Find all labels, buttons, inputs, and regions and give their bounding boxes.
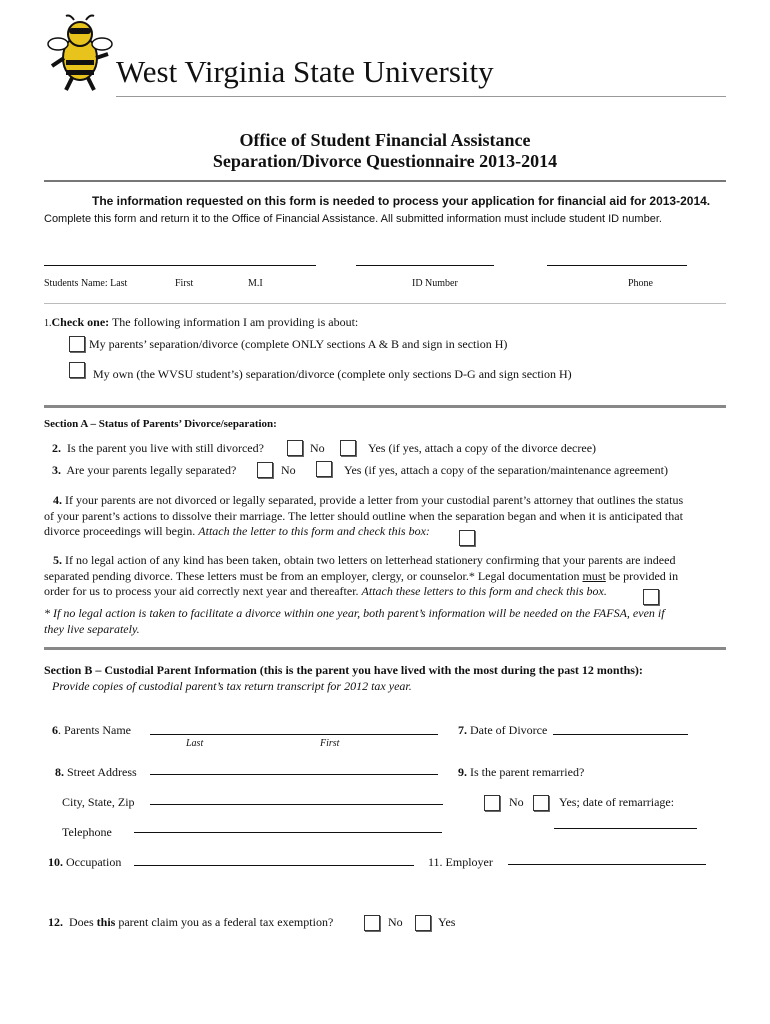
section-a-rule bbox=[44, 405, 726, 408]
q1-option-own-checkbox[interactable] bbox=[69, 362, 85, 378]
q2-yes-label: Yes (if yes, attach a copy of the divorce decree) bbox=[368, 441, 597, 455]
q3-no-checkbox[interactable] bbox=[257, 462, 273, 478]
q6-label: 6. Parents Name bbox=[52, 723, 131, 737]
remarriage-date-field[interactable] bbox=[554, 828, 697, 829]
tax-exemption-yes-label: Yes bbox=[438, 915, 456, 929]
q3-yes-label: Yes (if yes, attach a copy of the separation/maintenance agreement) bbox=[344, 463, 668, 477]
remarried-no-label: No bbox=[509, 795, 524, 809]
employer-field[interactable] bbox=[508, 864, 706, 865]
student-rule bbox=[44, 303, 726, 304]
section-a-note: * If no legal action is taken to facilitate a divorce within one year, both parent’s information will be needed on the FAFSA, even if they live separately. bbox=[44, 606, 665, 636]
intro-line-1: The information requested on this form is needed to process your application for financial aid for 2013-2014. bbox=[92, 194, 711, 208]
street-address-field[interactable] bbox=[150, 774, 438, 775]
student-phone-label: Phone bbox=[628, 278, 653, 289]
title-rule bbox=[44, 180, 726, 182]
q11-label: 11. Employer bbox=[428, 855, 493, 869]
city-state-zip-field[interactable] bbox=[150, 804, 443, 805]
parent-first-label: First bbox=[320, 738, 340, 749]
university-logo bbox=[44, 14, 116, 92]
q2-no-label: No bbox=[310, 441, 325, 455]
q1-option-own-label: My own (the WVSU student’s) separation/divorce (complete only sections D-G and sign section H) bbox=[93, 367, 572, 381]
q4-paragraph: 4. If your parents are not divorced or legally separated, provide a letter from your custodial parent’s attorney that outlines the status of your parent’s actions to dissolve their marriage. The letter should outline when the separation began and when it is anticipated that divorce proceedings will begin. Attach the letter to this form and check this box: bbox=[44, 493, 684, 538]
tax-exemption-no-checkbox[interactable] bbox=[364, 915, 380, 931]
office-title: Office of Student Financial Assistance bbox=[239, 130, 531, 150]
intro-line-2: Complete this form and return it to the Office of Financial Assistance. All submitted information must include student ID number. bbox=[44, 213, 662, 225]
q4-checkbox[interactable] bbox=[459, 530, 475, 546]
parent-name-field[interactable] bbox=[150, 734, 438, 735]
q1-label: Check one: bbox=[51, 315, 110, 329]
q1-option-parents-checkbox[interactable] bbox=[69, 336, 85, 352]
q8-label: 8. Street Address bbox=[55, 765, 137, 779]
student-name-field[interactable] bbox=[44, 265, 316, 266]
q2-yes-checkbox[interactable] bbox=[340, 440, 356, 456]
student-mi-label: M.I bbox=[248, 278, 263, 289]
q1-row bbox=[44, 315, 358, 330]
header-rule bbox=[116, 96, 726, 97]
q1-number: 1. bbox=[44, 318, 52, 329]
q12-text: 12. Does this parent claim you as a federal tax exemption? bbox=[48, 915, 334, 929]
q2-text: 2. Is the parent you live with still divorced? bbox=[52, 441, 264, 455]
q1-option-parents-label: My parents’ separation/divorce (complete ONLY sections A & B and sign in section H) bbox=[89, 337, 508, 351]
telephone-field[interactable] bbox=[134, 832, 442, 833]
section-a-title: Section A – Status of Parents’ Divorce/separation: bbox=[44, 418, 277, 430]
q9-label: 9. Is the parent remarried? bbox=[458, 765, 585, 779]
occupation-field[interactable] bbox=[134, 865, 414, 866]
section-b-rule bbox=[44, 647, 726, 650]
tax-exemption-no-label: No bbox=[388, 915, 403, 929]
student-id-field[interactable] bbox=[356, 265, 494, 266]
parent-last-label: Last bbox=[186, 738, 204, 749]
q10-label: 10. Occupation bbox=[48, 855, 122, 869]
form-title: Separation/Divorce Questionnaire 2013-2014 bbox=[212, 151, 558, 171]
divorce-date-field[interactable] bbox=[553, 734, 688, 735]
student-phone-field[interactable] bbox=[547, 265, 687, 266]
remarried-yes-label: Yes; date of remarriage: bbox=[559, 795, 675, 809]
q2-no-checkbox[interactable] bbox=[287, 440, 303, 456]
remarried-no-checkbox[interactable] bbox=[484, 795, 500, 811]
telephone-label: Telephone bbox=[62, 825, 112, 839]
student-first-label: First bbox=[175, 278, 194, 289]
q3-text: 3. Are your parents legally separated? bbox=[52, 463, 237, 477]
student-name-last-label: Students Name: Last bbox=[44, 278, 128, 289]
q1-text: The following information I am providing is about: bbox=[111, 315, 359, 329]
q3-no-label: No bbox=[281, 463, 296, 477]
q5-paragraph: 5. If no legal action of any kind has been taken, obtain two letters on letterhead stationery confirming that your parents are indeed separated pending divorce. These letters must be from an employer, clergy, or counselor.* Legal documentation must be provided in order for us to process your aid correctly next year and thereafter. Attach these letters to this form and check this box. bbox=[44, 553, 679, 598]
student-id-label: ID Number bbox=[412, 278, 458, 289]
remarried-yes-checkbox[interactable] bbox=[533, 795, 549, 811]
section-b-title: Section B – Custodial Parent Information (this is the parent you have lived with the most during the past 12 months): bbox=[44, 663, 643, 677]
city-state-zip-label: City, State, Zip bbox=[62, 795, 135, 809]
q3-yes-checkbox[interactable] bbox=[316, 461, 332, 477]
section-b-subtitle: Provide copies of custodial parent’s tax return transcript for 2012 tax year. bbox=[52, 679, 412, 693]
q5-checkbox[interactable] bbox=[643, 589, 659, 605]
q7-label: 7. Date of Divorce bbox=[458, 723, 548, 737]
university-name: West Virginia State University bbox=[116, 54, 494, 89]
tax-exemption-yes-checkbox[interactable] bbox=[415, 915, 431, 931]
